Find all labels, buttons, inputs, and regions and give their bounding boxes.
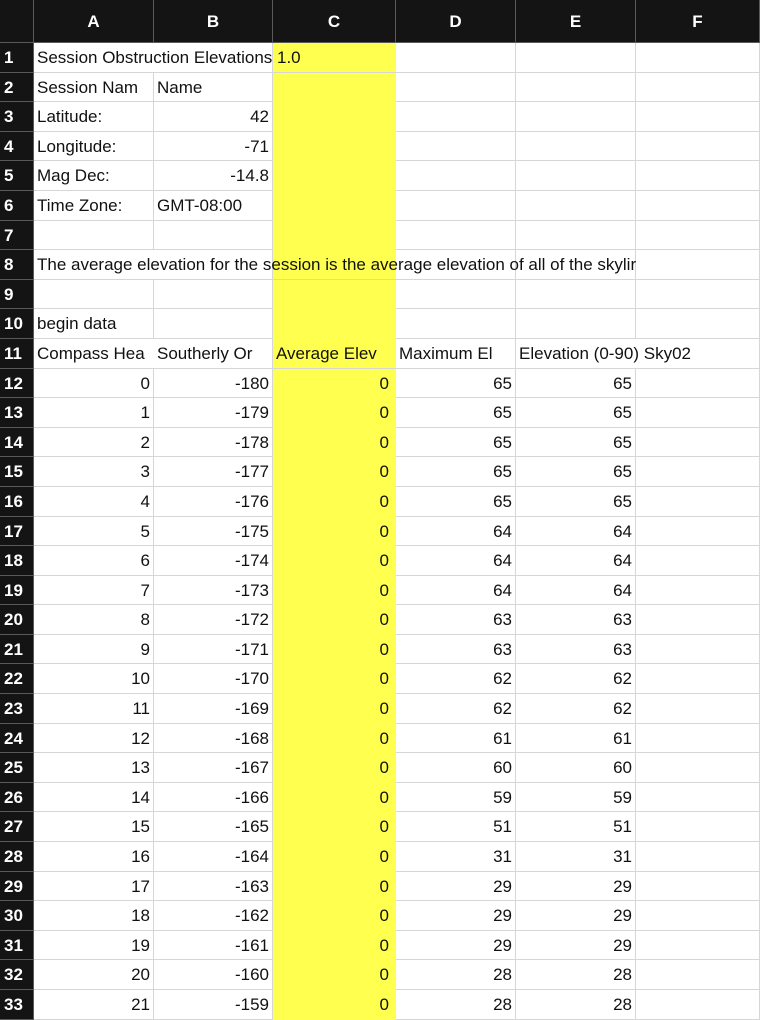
sheet-row: [0, 872, 760, 902]
cell-C13[interactable]: 0: [273, 398, 396, 428]
cell-D2[interactable]: [396, 73, 516, 103]
row-header[interactable]: 9: [0, 280, 34, 310]
cell-A29[interactable]: 17: [34, 872, 154, 902]
row-header[interactable]: 1: [0, 43, 34, 73]
cell-F16[interactable]: [636, 487, 760, 517]
sheet-row: [0, 161, 760, 191]
cell-E30[interactable]: 29: [516, 901, 636, 931]
cell-B29[interactable]: -163: [154, 872, 273, 902]
cell-D14[interactable]: 65: [396, 428, 516, 458]
sheet-row: [0, 309, 760, 339]
cell-B3[interactable]: 42: [154, 102, 273, 132]
column-header-e[interactable]: E: [516, 0, 636, 43]
row-header[interactable]: 2: [0, 73, 34, 103]
cell-E19[interactable]: 64: [516, 576, 636, 606]
cell-C3[interactable]: [273, 102, 396, 132]
row-header[interactable]: 22: [0, 664, 34, 694]
column-header-row: [0, 0, 760, 43]
sheet-row: [0, 694, 760, 724]
cell-A32[interactable]: 20: [34, 960, 154, 990]
sheet-row: [0, 132, 760, 162]
cell-D15[interactable]: 65: [396, 457, 516, 487]
sheet-body: [0, 43, 760, 1020]
cell-A26[interactable]: 14: [34, 783, 154, 813]
cell-F4[interactable]: [636, 132, 760, 162]
cell-C7[interactable]: [273, 221, 396, 251]
cell-E20[interactable]: 63: [516, 605, 636, 635]
cell-D19[interactable]: 64: [396, 576, 516, 606]
cell-F19[interactable]: [636, 576, 760, 606]
cell-E18[interactable]: 64: [516, 546, 636, 576]
cell-F9[interactable]: [636, 280, 760, 310]
cell-D33[interactable]: 28: [396, 990, 516, 1020]
sheet-row: [0, 546, 760, 576]
cell-E32[interactable]: 28: [516, 960, 636, 990]
cell-A15[interactable]: 3: [34, 457, 154, 487]
sheet-row: [0, 250, 760, 280]
row-header[interactable]: 12: [0, 369, 34, 399]
cell-D26[interactable]: 59: [396, 783, 516, 813]
column-header-d[interactable]: D: [396, 0, 516, 43]
cell-E4[interactable]: [516, 132, 636, 162]
sheet-row: [0, 783, 760, 813]
cell-C28[interactable]: 0: [273, 842, 396, 872]
column-header-b[interactable]: B: [154, 0, 273, 43]
cell-A16[interactable]: 4: [34, 487, 154, 517]
cell-F10[interactable]: [636, 309, 760, 339]
cell-C16[interactable]: 0: [273, 487, 396, 517]
cell-B13[interactable]: -179: [154, 398, 273, 428]
cell-A30[interactable]: 18: [34, 901, 154, 931]
row-header[interactable]: 16: [0, 487, 34, 517]
cell-B16[interactable]: -176: [154, 487, 273, 517]
select-all-corner[interactable]: [0, 0, 34, 43]
sheet-row: [0, 428, 760, 458]
cell-F32[interactable]: [636, 960, 760, 990]
cell-E13[interactable]: 65: [516, 398, 636, 428]
cell-E28[interactable]: 31: [516, 842, 636, 872]
cell-B9[interactable]: [154, 280, 273, 310]
row-header[interactable]: 25: [0, 753, 34, 783]
cell-D29[interactable]: 29: [396, 872, 516, 902]
cell-E16[interactable]: 65: [516, 487, 636, 517]
cell-E27[interactable]: 51: [516, 812, 636, 842]
sheet-row: [0, 960, 760, 990]
cell-A17[interactable]: 5: [34, 517, 154, 547]
row-header[interactable]: 21: [0, 635, 34, 665]
cell-C10[interactable]: [273, 309, 396, 339]
row-header[interactable]: 31: [0, 931, 34, 961]
cell-C25[interactable]: 0: [273, 753, 396, 783]
cell-B6[interactable]: GMT-08:00: [154, 191, 273, 221]
cell-F12[interactable]: [636, 369, 760, 399]
cell-D30[interactable]: 29: [396, 901, 516, 931]
cell-D24[interactable]: 61: [396, 724, 516, 754]
sheet-row: [0, 221, 760, 251]
cell-F14[interactable]: [636, 428, 760, 458]
row-header[interactable]: 19: [0, 576, 34, 606]
cell-D11[interactable]: Maximum El: [396, 339, 516, 369]
sheet-row: [0, 73, 760, 103]
cell-A2[interactable]: Session Nam: [34, 73, 154, 103]
cell-A33[interactable]: 21: [34, 990, 154, 1020]
cell-E22[interactable]: 62: [516, 664, 636, 694]
cell-C19[interactable]: 0: [273, 576, 396, 606]
cell-C4[interactable]: [273, 132, 396, 162]
row-header[interactable]: 17: [0, 517, 34, 547]
cell-B17[interactable]: -175: [154, 517, 273, 547]
sheet-row: [0, 576, 760, 606]
cell-C21[interactable]: 0: [273, 635, 396, 665]
cell-B23[interactable]: -169: [154, 694, 273, 724]
cell-B5[interactable]: -14.8: [154, 161, 273, 191]
sheet-row: [0, 842, 760, 872]
row-header[interactable]: 18: [0, 546, 34, 576]
cell-A6[interactable]: Time Zone:: [34, 191, 154, 221]
cell-D22[interactable]: 62: [396, 664, 516, 694]
cell-A31[interactable]: 19: [34, 931, 154, 961]
row-header[interactable]: 3: [0, 102, 34, 132]
cell-A1[interactable]: Session Obstruction Elevations 1.0: [34, 43, 760, 73]
row-header[interactable]: 8: [0, 250, 34, 280]
row-header[interactable]: 29: [0, 872, 34, 902]
cell-C24[interactable]: 0: [273, 724, 396, 754]
cell-B19[interactable]: -173: [154, 576, 273, 606]
cell-B14[interactable]: -178: [154, 428, 273, 458]
row-header[interactable]: 20: [0, 605, 34, 635]
cell-F22[interactable]: [636, 664, 760, 694]
cell-F18[interactable]: [636, 546, 760, 576]
cell-D6[interactable]: [396, 191, 516, 221]
cell-A20[interactable]: 8: [34, 605, 154, 635]
cell-A19[interactable]: 7: [34, 576, 154, 606]
cell-D27[interactable]: 51: [396, 812, 516, 842]
sheet-row: [0, 457, 760, 487]
row-header[interactable]: 32: [0, 960, 34, 990]
cell-C20[interactable]: 0: [273, 605, 396, 635]
cell-B22[interactable]: -170: [154, 664, 273, 694]
cell-F29[interactable]: [636, 872, 760, 902]
cell-A18[interactable]: 6: [34, 546, 154, 576]
sheet-row: [0, 339, 760, 369]
cell-D12[interactable]: 65: [396, 369, 516, 399]
cell-F30[interactable]: [636, 901, 760, 931]
cell-F6[interactable]: [636, 191, 760, 221]
cell-B12[interactable]: -180: [154, 369, 273, 399]
row-header[interactable]: 23: [0, 694, 34, 724]
cell-E23[interactable]: 62: [516, 694, 636, 724]
row-header[interactable]: 5: [0, 161, 34, 191]
cell-C17[interactable]: 0: [273, 517, 396, 547]
cell-E17[interactable]: 64: [516, 517, 636, 547]
sheet-row: [0, 901, 760, 931]
sheet-row: [0, 43, 760, 73]
cell-F33[interactable]: [636, 990, 760, 1020]
column-header-c[interactable]: C: [273, 0, 396, 43]
cell-A23[interactable]: 11: [34, 694, 154, 724]
sheet-row: [0, 280, 760, 310]
row-header[interactable]: 28: [0, 842, 34, 872]
sheet-row: [0, 931, 760, 961]
cell-D9[interactable]: [396, 280, 516, 310]
row-header[interactable]: 15: [0, 457, 34, 487]
cell-E26[interactable]: 59: [516, 783, 636, 813]
cell-A11[interactable]: Compass Hea: [34, 339, 760, 369]
sheet-row: [0, 487, 760, 517]
cell-F21[interactable]: [636, 635, 760, 665]
cell-E12[interactable]: 65: [516, 369, 636, 399]
cell-C15[interactable]: 0: [273, 457, 396, 487]
cell-B25[interactable]: -167: [154, 753, 273, 783]
cell-F13[interactable]: [636, 398, 760, 428]
cell-C2[interactable]: [273, 73, 396, 103]
sheet-row: [0, 369, 760, 399]
column-header-a[interactable]: A: [34, 0, 154, 43]
cell-D10[interactable]: [396, 309, 516, 339]
cell-A28[interactable]: 16: [34, 842, 154, 872]
cell-A27[interactable]: 15: [34, 812, 154, 842]
sheet-row: [0, 753, 760, 783]
row-header[interactable]: 27: [0, 812, 34, 842]
row-header[interactable]: 24: [0, 724, 34, 754]
cell-B27[interactable]: -165: [154, 812, 273, 842]
sheet-row: [0, 990, 760, 1020]
cell-F2[interactable]: [636, 73, 760, 103]
cell-B28[interactable]: -164: [154, 842, 273, 872]
cell-C32[interactable]: 0: [273, 960, 396, 990]
sheet-row: [0, 517, 760, 547]
cell-F27[interactable]: [636, 812, 760, 842]
cell-B4[interactable]: -71: [154, 132, 273, 162]
cell-D5[interactable]: [396, 161, 516, 191]
cell-A14[interactable]: 2: [34, 428, 154, 458]
cell-C18[interactable]: 0: [273, 546, 396, 576]
cell-C29[interactable]: 0: [273, 872, 396, 902]
cell-A12[interactable]: 0: [34, 369, 154, 399]
row-header[interactable]: 13: [0, 398, 34, 428]
cell-D31[interactable]: 29: [396, 931, 516, 961]
cell-D13[interactable]: 65: [396, 398, 516, 428]
cell-C5[interactable]: [273, 161, 396, 191]
cell-E3[interactable]: [516, 102, 636, 132]
cell-A5[interactable]: Mag Dec:: [34, 161, 154, 191]
cell-E15[interactable]: 65: [516, 457, 636, 487]
cell-A21[interactable]: 9: [34, 635, 154, 665]
cell-F5[interactable]: [636, 161, 760, 191]
row-header[interactable]: 11: [0, 339, 34, 369]
cell-C27[interactable]: 0: [273, 812, 396, 842]
row-header[interactable]: 4: [0, 132, 34, 162]
cell-B26[interactable]: -166: [154, 783, 273, 813]
cell-E33[interactable]: 28: [516, 990, 636, 1020]
cell-E14[interactable]: 65: [516, 428, 636, 458]
row-header[interactable]: 33: [0, 990, 34, 1020]
sheet-row: [0, 102, 760, 132]
column-header-f[interactable]: F: [636, 0, 760, 43]
cell-E9[interactable]: [516, 280, 636, 310]
cell-B11[interactable]: Southerly Or: [154, 339, 273, 369]
cell-F3[interactable]: [636, 102, 760, 132]
cell-B10[interactable]: [154, 309, 273, 339]
cell-C14[interactable]: 0: [273, 428, 396, 458]
cell-E11[interactable]: Elevation (0-90) Sky02: [516, 339, 760, 369]
cell-D20[interactable]: 63: [396, 605, 516, 635]
row-header[interactable]: 30: [0, 901, 34, 931]
cell-B30[interactable]: -162: [154, 901, 273, 931]
sheet-row: [0, 812, 760, 842]
cell-F28[interactable]: [636, 842, 760, 872]
cell-F24[interactable]: [636, 724, 760, 754]
cell-B24[interactable]: -168: [154, 724, 273, 754]
row-header[interactable]: 6: [0, 191, 34, 221]
cell-A13[interactable]: 1: [34, 398, 154, 428]
cell-D21[interactable]: 63: [396, 635, 516, 665]
cell-C26[interactable]: 0: [273, 783, 396, 813]
cell-D25[interactable]: 60: [396, 753, 516, 783]
cell-C9[interactable]: [273, 280, 396, 310]
cell-D32[interactable]: 28: [396, 960, 516, 990]
cell-A24[interactable]: 12: [34, 724, 154, 754]
cell-C12[interactable]: 0: [273, 369, 396, 399]
cell-D4[interactable]: [396, 132, 516, 162]
cell-C31[interactable]: 0: [273, 931, 396, 961]
row-header[interactable]: 10: [0, 309, 34, 339]
cell-B7[interactable]: [154, 221, 273, 251]
cell-E2[interactable]: [516, 73, 636, 103]
cell-C11[interactable]: Average Elev: [273, 339, 396, 369]
cell-D28[interactable]: 31: [396, 842, 516, 872]
cell-A4[interactable]: Longitude:: [34, 132, 154, 162]
cell-F20[interactable]: [636, 605, 760, 635]
cell-A10[interactable]: begin data: [34, 309, 154, 339]
sheet-row: [0, 635, 760, 665]
sheet-row: [0, 724, 760, 754]
cell-F23[interactable]: [636, 694, 760, 724]
cell-C30[interactable]: 0: [273, 901, 396, 931]
cell-F15[interactable]: [636, 457, 760, 487]
cell-E25[interactable]: 60: [516, 753, 636, 783]
cell-A7[interactable]: [34, 221, 154, 251]
cell-F26[interactable]: [636, 783, 760, 813]
sheet-row: [0, 398, 760, 428]
cell-E7[interactable]: [516, 221, 636, 251]
cell-E24[interactable]: 61: [516, 724, 636, 754]
cell-E29[interactable]: 29: [516, 872, 636, 902]
row-header[interactable]: 7: [0, 221, 34, 251]
cell-D23[interactable]: 62: [396, 694, 516, 724]
cell-A8[interactable]: The average elevation for the session is the average elevation of all of the skylir: [34, 250, 760, 280]
cell-E21[interactable]: 63: [516, 635, 636, 665]
cell-F31[interactable]: [636, 931, 760, 961]
cell-C33[interactable]: 0: [273, 990, 396, 1020]
cell-A3[interactable]: Latitude:: [34, 102, 154, 132]
sheet-row: [0, 605, 760, 635]
cell-B2[interactable]: Name: [154, 73, 273, 103]
row-header[interactable]: 14: [0, 428, 34, 458]
cell-A25[interactable]: 13: [34, 753, 154, 783]
cell-D17[interactable]: 64: [396, 517, 516, 547]
cell-C23[interactable]: 0: [273, 694, 396, 724]
cell-B21[interactable]: -171: [154, 635, 273, 665]
cell-D7[interactable]: [396, 221, 516, 251]
cell-C6[interactable]: [273, 191, 396, 221]
sheet-row: [0, 191, 760, 221]
row-header[interactable]: 26: [0, 783, 34, 813]
cell-C22[interactable]: 0: [273, 664, 396, 694]
cell-B15[interactable]: -177: [154, 457, 273, 487]
cell-E6[interactable]: [516, 191, 636, 221]
cell-E31[interactable]: 29: [516, 931, 636, 961]
cell-A22[interactable]: 10: [34, 664, 154, 694]
cell-E10[interactable]: [516, 309, 636, 339]
cell-F17[interactable]: [636, 517, 760, 547]
cell-F25[interactable]: [636, 753, 760, 783]
cell-B18[interactable]: -174: [154, 546, 273, 576]
cell-F7[interactable]: [636, 221, 760, 251]
cell-A9[interactable]: [34, 280, 154, 310]
cell-D3[interactable]: [396, 102, 516, 132]
cell-D18[interactable]: 64: [396, 546, 516, 576]
cell-E5[interactable]: [516, 161, 636, 191]
cell-B32[interactable]: -160: [154, 960, 273, 990]
cell-D16[interactable]: 65: [396, 487, 516, 517]
cell-B33[interactable]: -159: [154, 990, 273, 1020]
cell-B31[interactable]: -161: [154, 931, 273, 961]
cell-B20[interactable]: -172: [154, 605, 273, 635]
sheet-row: [0, 664, 760, 694]
